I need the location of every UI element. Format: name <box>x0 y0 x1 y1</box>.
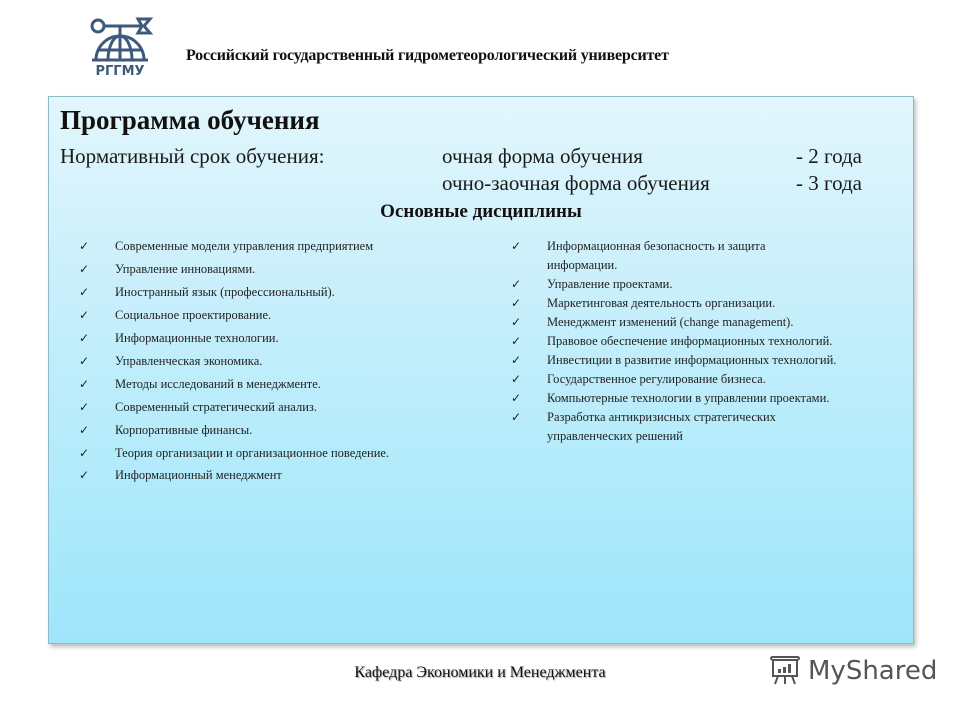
checkmark-icon: ✓ <box>79 468 90 482</box>
program-panel <box>48 96 914 644</box>
list-item: ✓ Разработка антикризисных стратегических управленческих решений <box>511 410 776 443</box>
disciplines-list-right <box>511 237 871 446</box>
svg-text:РГГМУ: РГГМУ <box>95 64 145 78</box>
study-form-name: очно-заочная форма обучения <box>442 171 710 195</box>
checkmark-icon: ✓ <box>79 331 90 345</box>
checkmark-icon: ✓ <box>511 277 522 291</box>
program-title: Программа обучения <box>60 105 320 135</box>
study-form-duration: - 3 года <box>796 171 862 195</box>
weathervane-globe-icon <box>84 14 164 78</box>
checkmark-icon: ✓ <box>79 400 90 414</box>
checkmark-icon: ✓ <box>511 334 522 348</box>
list-item: ✓ Управленческая экономика. <box>79 352 489 371</box>
list-item: ✓ Информационные технологии. <box>79 329 489 348</box>
list-item: ✓ Информационный менеджмент <box>79 466 489 485</box>
list-item: ✓ Компьютерные технологии в управлении проектами. <box>511 389 837 408</box>
list-item: ✓ Управление инновациями. <box>79 260 489 279</box>
list-item: ✓ Маркетинговая деятельность организации. <box>511 294 871 313</box>
checkmark-icon: ✓ <box>511 372 522 386</box>
checkmark-icon: ✓ <box>511 410 522 424</box>
watermark-text: MyShared <box>808 656 938 686</box>
university-name: Российский государственный гидрометеорологический университет <box>186 47 669 64</box>
myshared-watermark[interactable] <box>768 656 937 686</box>
checkmark-icon: ✓ <box>511 296 522 310</box>
study-form-name: очная форма обучения <box>442 144 643 168</box>
checkmark-icon: ✓ <box>511 353 522 367</box>
checkmark-icon: ✓ <box>511 315 522 329</box>
list-item: ✓ Государственное регулирование бизнеса. <box>511 370 871 389</box>
checkmark-icon: ✓ <box>79 285 90 299</box>
list-item: ✓ Инвестиции в развитие информационных технологий. <box>511 351 837 370</box>
checkmark-icon: ✓ <box>79 262 90 276</box>
list-item: ✓ Информационная безопасность и защита информации. <box>511 239 766 272</box>
checkmark-icon: ✓ <box>79 377 90 391</box>
list-item: ✓ Менеджмент изменений (change management). <box>511 313 871 332</box>
list-item: ✓ Социальное проектирование. <box>79 306 489 325</box>
study-form-parttime <box>442 171 862 196</box>
normative-term-label: Нормативный срок обучения: <box>60 144 325 168</box>
checkmark-icon: ✓ <box>79 239 90 253</box>
checkmark-icon: ✓ <box>79 446 90 460</box>
checkmark-icon: ✓ <box>511 391 522 405</box>
list-item: ✓ Современный стратегический анализ. <box>79 398 489 417</box>
disciplines-heading: Основные дисциплины <box>380 201 582 222</box>
checkmark-icon: ✓ <box>79 423 90 437</box>
list-item: ✓ Современные модели управления предприятием <box>79 237 489 256</box>
list-item: ✓ Управление проектами. <box>511 275 871 294</box>
list-item: ✓ Теория организации и организационное поведение. <box>79 444 415 463</box>
list-item: ✓ Методы исследований в менеджменте. <box>79 375 489 394</box>
list-item: ✓ Правовое обеспечение информационных технологий. <box>511 332 837 351</box>
department-footer: Кафедра Экономики и Менеджмента <box>354 664 606 681</box>
presentation-board-icon <box>768 656 802 686</box>
disciplines-list-left <box>79 237 489 489</box>
study-form-fulltime <box>442 144 862 169</box>
university-logo <box>84 14 164 78</box>
study-form-duration: - 2 года <box>796 144 862 168</box>
list-item: ✓ Иностранный язык (профессиональный). <box>79 283 489 302</box>
checkmark-icon: ✓ <box>511 239 522 253</box>
checkmark-icon: ✓ <box>79 354 90 368</box>
checkmark-icon: ✓ <box>79 308 90 322</box>
list-item: ✓ Корпоративные финансы. <box>79 421 489 440</box>
